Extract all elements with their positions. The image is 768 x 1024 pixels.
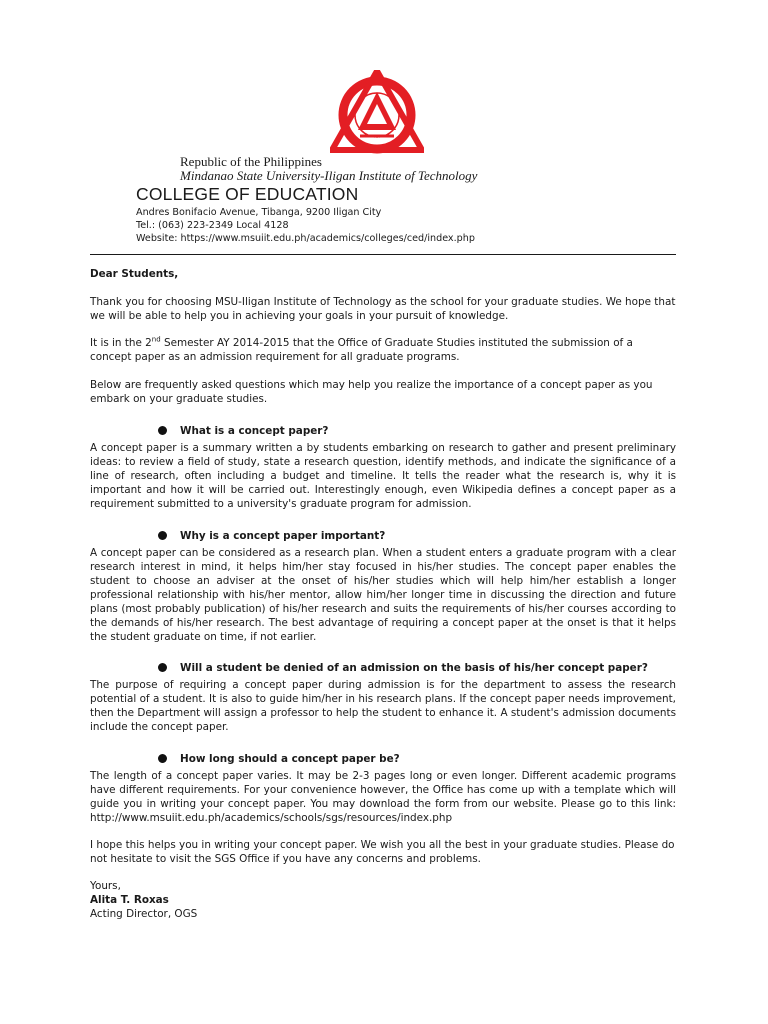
college-telephone: Tel.: (063) 223-2349 Local 4128 bbox=[136, 220, 289, 231]
semester-paragraph: It is in the 2nd Semester AY 2014-2015 that the Office of Graduate Studies instituted the submission of a concept paper as an admission requirement for all graduate programs. bbox=[90, 335, 633, 363]
faq-answer: The purpose of requiring a concept paper during admission is for the department to assess the research potential of a student. It is also to guide him/her in his research plans. If the concept paper needs improvement, then the Department will assign a professor to help the student to enhance it. A student's admission documents include the concept paper. bbox=[90, 679, 676, 733]
college-address: Andres Bonifacio Avenue, Tibanga, 9200 Iligan City bbox=[136, 207, 382, 218]
faq-answer: A concept paper can be considered as a research plan. When a student enters a graduate program with a clear research interest in mind, it helps him/her stay focused in his/her studies. The concept paper enables the student to choose an adviser at the onset of his/her studies which will help him/her establish a longer professional relationship with his/her mentor, allow him/her longer time in discussing the direction and future plans (most probably publication) of his/her research and suits the requirements of his/her courses according to the demands of his/her research. The best advantage of requiring a concept paper at the onset is that it helps the student graduate on time, if not earlier. bbox=[90, 547, 676, 643]
svg-text:1968: 1968 bbox=[371, 137, 383, 142]
signatory-name: Alita T. Roxas bbox=[90, 894, 169, 906]
faq-answer: The length of a concept paper varies. It may be 2-3 pages long or even longer. Different academic programs have different requirements. For your convenience however, the Office has come up with a template which will guide you in writing your concept paper. You may download the form from our website. Please go to this link: http://www.msuiit.edu.ph/academics/schools/sgs/resources/index.php bbox=[90, 770, 676, 824]
college-name: COLLEGE OF EDUCATION bbox=[136, 184, 359, 204]
closing-paragraph: I hope this helps you in writing your concept paper. We wish you all the best in your graduate studies. Please do not hesitate to visit the SGS Office if you have any concerns and problems. bbox=[90, 839, 675, 865]
header-divider bbox=[90, 254, 676, 255]
bullet-icon bbox=[158, 531, 167, 540]
bullet-icon bbox=[158, 663, 167, 672]
bullet-icon bbox=[158, 754, 167, 763]
faq-question: Why is a concept paper important? bbox=[158, 529, 385, 543]
republic-line: Republic of the Philippines bbox=[180, 154, 322, 169]
university-line: Mindanao State University-Iligan Institute of Technology bbox=[180, 168, 478, 183]
salutation: Dear Students, bbox=[90, 268, 179, 280]
faq-question: How long should a concept paper be? bbox=[158, 752, 400, 766]
faq-intro-paragraph: Below are frequently asked questions which may help you realize the importance of a concept paper as you embark on your graduate studies. bbox=[90, 379, 653, 405]
faq-question: Will a student be denied of an admission on the basis of his/her concept paper? bbox=[158, 661, 648, 675]
university-seal-icon bbox=[330, 70, 424, 158]
college-website: Website: https://www.msuiit.edu.ph/academics/colleges/ced/index.php bbox=[136, 233, 475, 244]
faq-question: What is a concept paper? bbox=[158, 424, 328, 438]
closing: Yours, bbox=[90, 880, 121, 892]
bullet-icon bbox=[158, 426, 167, 435]
intro-paragraph: Thank you for choosing MSU-Iligan Institute of Technology as the school for your graduate studies. We hope that we will be able to help you in achieving your goals in your pursuit of knowledge. bbox=[90, 296, 676, 322]
faq-answer: A concept paper is a summary written a by students embarking on research to gather and present preliminary ideas: to review a field of study, state a research question, identify methods, and indicate the significance of a line of research, often including a budget and timeline. It tells the reader what the research is, why it is important and how it will be carried out. Interestingly enough, even Wikipedia defines a concept paper as a requirement submitted to a university's graduate program for admission. bbox=[90, 442, 676, 510]
signatory-title: Acting Director, OGS bbox=[90, 908, 198, 920]
